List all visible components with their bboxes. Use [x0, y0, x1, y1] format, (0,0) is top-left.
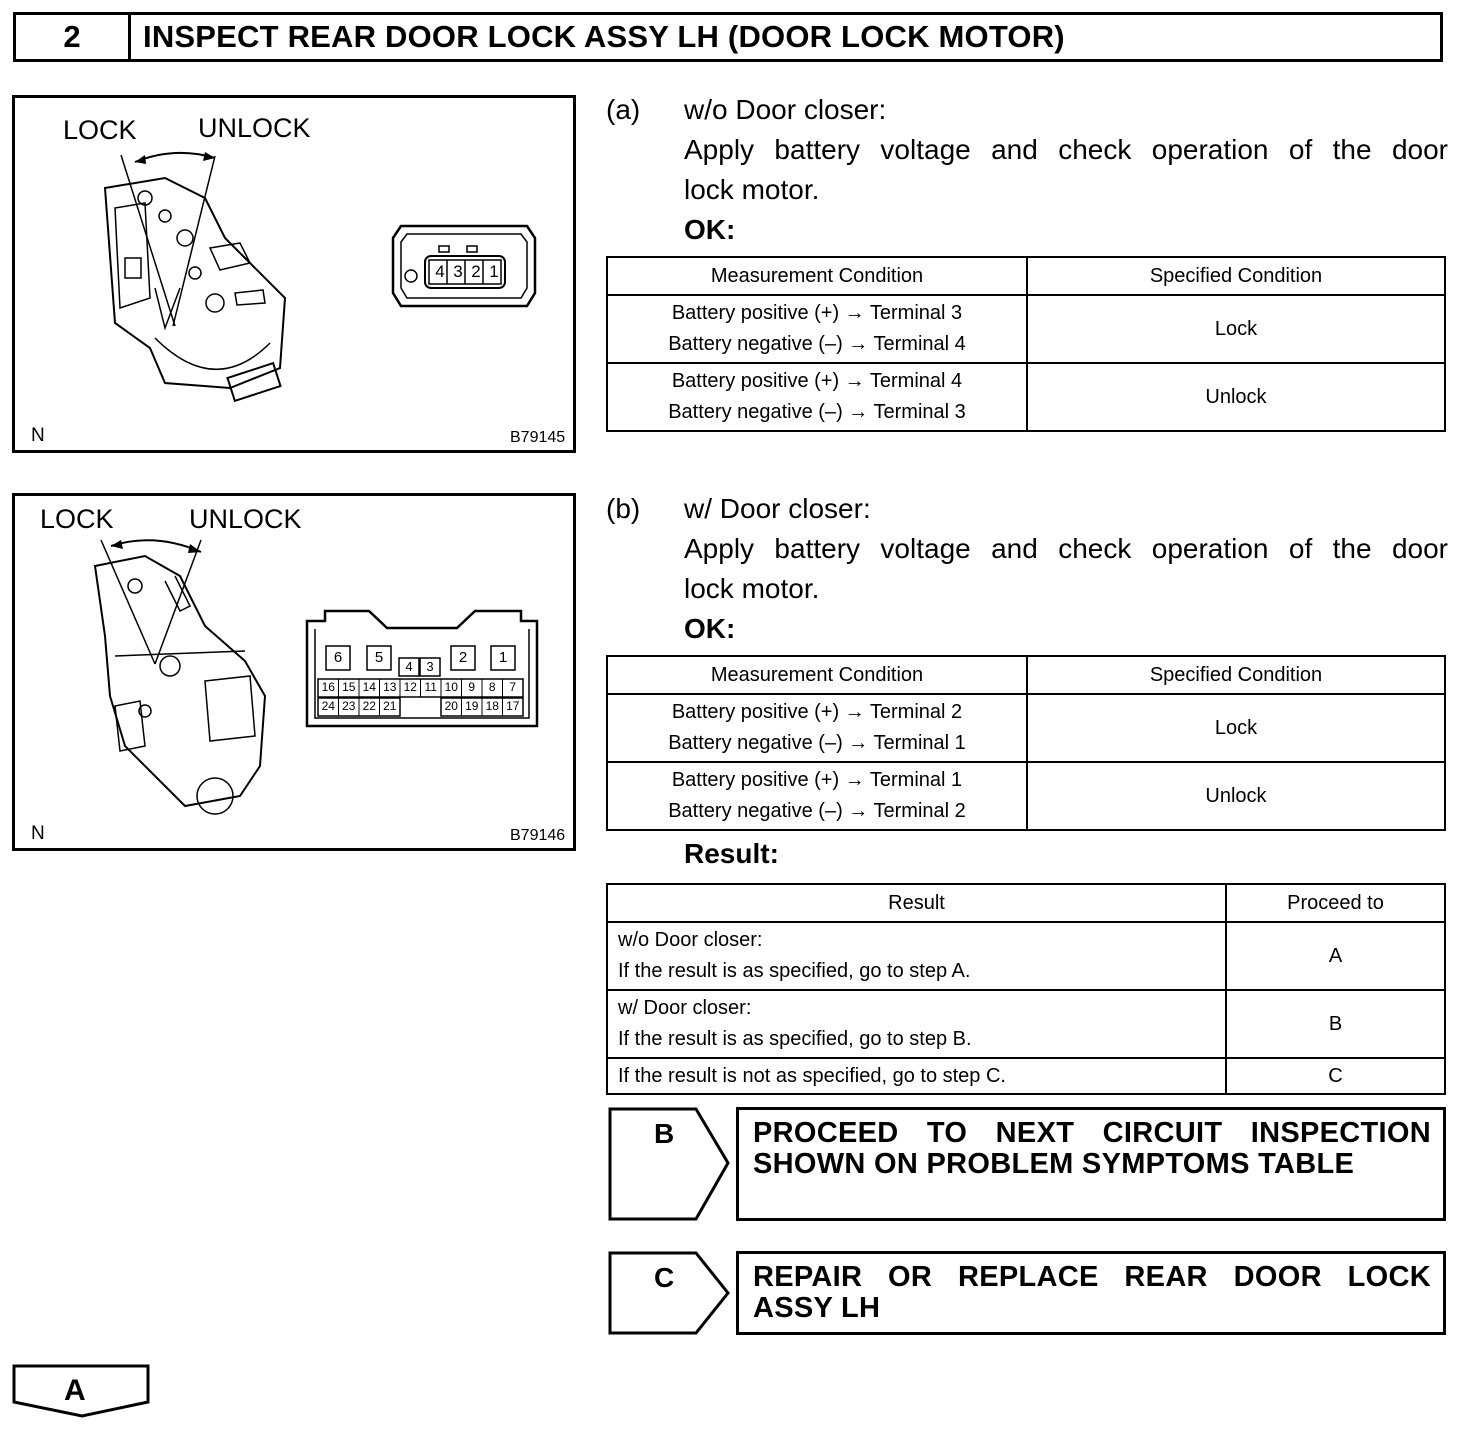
measurement-condition: [607, 762, 1027, 830]
step-b-heading: w/ Door closer:: [684, 493, 871, 524]
figure-b: [12, 493, 576, 851]
step-a-letter: (a): [606, 94, 641, 125]
terminal-label: 1: [489, 262, 499, 281]
column-header: Proceed to: [1226, 884, 1445, 922]
condition-line: Battery positive (+) → Terminal 1: [671, 769, 963, 791]
figure-id: B79145: [510, 429, 566, 446]
action-c-box: [736, 1251, 1446, 1335]
terminal-label: 18: [485, 699, 499, 713]
step-b-instruction-line2: lock motor.: [684, 573, 820, 604]
action-c-line2: ASSY LH: [753, 1292, 881, 1324]
unlock-label: UNLOCK: [198, 113, 311, 143]
terminal-label: 21: [383, 699, 397, 713]
column-header: Result: [607, 884, 1226, 922]
unlock-label: UNLOCK: [189, 504, 302, 534]
terminal-label: 24: [321, 699, 335, 713]
result-label: Result:: [684, 838, 779, 869]
terminal-label: 22: [362, 699, 376, 713]
action-b-line1: PROCEED TO NEXT CIRCUIT INSPECTION: [753, 1117, 1431, 1149]
terminal-label: 2: [471, 262, 481, 281]
connector-terminals-a: [431, 262, 503, 282]
step-b-letter: (b): [606, 493, 641, 524]
terminal-label: 2: [458, 649, 468, 666]
terminal-label: 1: [498, 649, 508, 666]
specified-condition: Unlock: [1027, 363, 1445, 431]
table-row: [607, 922, 1445, 990]
step-b-table: [606, 655, 1446, 831]
result-description: If the result is not as specified, go to step C.: [607, 1058, 1226, 1094]
result-description: [607, 922, 1226, 990]
figure-id: B79146: [510, 827, 566, 844]
proceed-to: B: [1226, 990, 1445, 1058]
proceed-to: A: [1226, 922, 1445, 990]
figure-a: [12, 95, 576, 453]
figure-corner-mark: N: [31, 425, 45, 446]
terminal-label: 13: [383, 680, 397, 694]
door-lock-illustration-b: [15, 496, 573, 848]
condition-line: Battery positive (+) → Terminal 2: [671, 701, 963, 723]
table-row: [607, 363, 1445, 431]
terminal-label: 3: [426, 659, 434, 674]
step-a-instruction-line1: Apply battery voltage and check operation of the door: [684, 134, 1448, 165]
measurement-condition: [607, 694, 1027, 762]
step-a: [606, 90, 1448, 250]
terminal-label: 19: [465, 699, 479, 713]
terminal-label: 23: [342, 699, 356, 713]
result-line: If the result is as specified, go to step B.: [618, 1028, 972, 1050]
condition-line: Battery negative (–) → Terminal 3: [668, 401, 966, 423]
terminal-row-2-left: [318, 699, 400, 713]
terminal-label: 8: [488, 680, 496, 694]
condition-line: Battery negative (–) → Terminal 4: [668, 333, 966, 355]
action-c-line1: REPAIR OR REPLACE REAR DOOR LOCK: [753, 1261, 1431, 1293]
terminal-row-2-right: [441, 699, 523, 713]
action-c-letter: C: [654, 1262, 675, 1293]
terminal-label: 4: [405, 659, 413, 674]
result-line: w/o Door closer:: [618, 929, 763, 951]
step-a-table: [606, 256, 1446, 432]
column-header: Measurement Condition: [607, 656, 1027, 694]
result-line: w/ Door closer:: [618, 997, 752, 1019]
result-line: If the result is as specified, go to step A.: [618, 960, 971, 982]
step-title: INSPECT REAR DOOR LOCK ASSY LH (DOOR LOCK MOTOR): [143, 19, 1065, 54]
condition-line: Battery positive (+) → Terminal 4: [671, 370, 963, 392]
terminal-row-1: [318, 680, 523, 694]
measurement-condition: [607, 363, 1027, 431]
terminal-label: 14: [362, 680, 376, 694]
terminal-label: 9: [468, 680, 476, 694]
result-table: [606, 883, 1446, 1095]
condition-line: Battery negative (–) → Terminal 1: [668, 732, 966, 754]
action-b-line2: SHOWN ON PROBLEM SYMPTOMS TABLE: [753, 1148, 1355, 1180]
step-header: [13, 12, 1443, 62]
lock-label: LOCK: [40, 504, 114, 534]
terminal-label: 16: [321, 680, 335, 694]
condition-line: Battery positive (+) → Terminal 3: [671, 302, 963, 324]
specified-condition: Unlock: [1027, 762, 1445, 830]
step-b: [606, 489, 1448, 649]
step-b-ok-label: OK:: [684, 613, 736, 644]
step-a-instruction-line2: lock motor.: [684, 174, 820, 205]
terminal-label: 3: [453, 262, 463, 281]
step-b-instruction-line1: Apply battery voltage and check operation of the door: [684, 533, 1448, 564]
terminal-label: 11: [424, 680, 437, 694]
specified-condition: Lock: [1027, 694, 1445, 762]
table-row: [607, 990, 1445, 1058]
condition-line: Battery negative (–) → Terminal 2: [668, 800, 966, 822]
terminal-label: 7: [509, 680, 517, 694]
proceed-to: C: [1226, 1058, 1445, 1094]
terminal-label: 15: [342, 680, 356, 694]
action-b-letter: B: [654, 1118, 675, 1149]
lock-label: LOCK: [63, 115, 137, 145]
column-header: Specified Condition: [1027, 257, 1445, 295]
column-header: Measurement Condition: [607, 257, 1027, 295]
terminal-label: 12: [403, 680, 417, 694]
terminal-label: 10: [444, 680, 458, 694]
terminal-label: 5: [374, 649, 384, 666]
result-description: [607, 990, 1226, 1058]
step-number: 2: [16, 15, 131, 59]
action-a-letter: A: [64, 1374, 86, 1407]
measurement-condition: [607, 295, 1027, 363]
figure-corner-mark: N: [31, 823, 45, 844]
table-row: [607, 762, 1445, 830]
table-row: [607, 295, 1445, 363]
table-row: [607, 694, 1445, 762]
terminal-label: 6: [333, 649, 343, 666]
table-row: [607, 1058, 1445, 1094]
step-a-ok-label: OK:: [684, 214, 736, 245]
terminal-label: 17: [506, 699, 520, 713]
terminal-label: 20: [444, 699, 458, 713]
terminal-label: 4: [435, 262, 445, 281]
column-header: Specified Condition: [1027, 656, 1445, 694]
action-b-box: [736, 1107, 1446, 1221]
step-a-heading: w/o Door closer:: [684, 94, 887, 125]
specified-condition: Lock: [1027, 295, 1445, 363]
